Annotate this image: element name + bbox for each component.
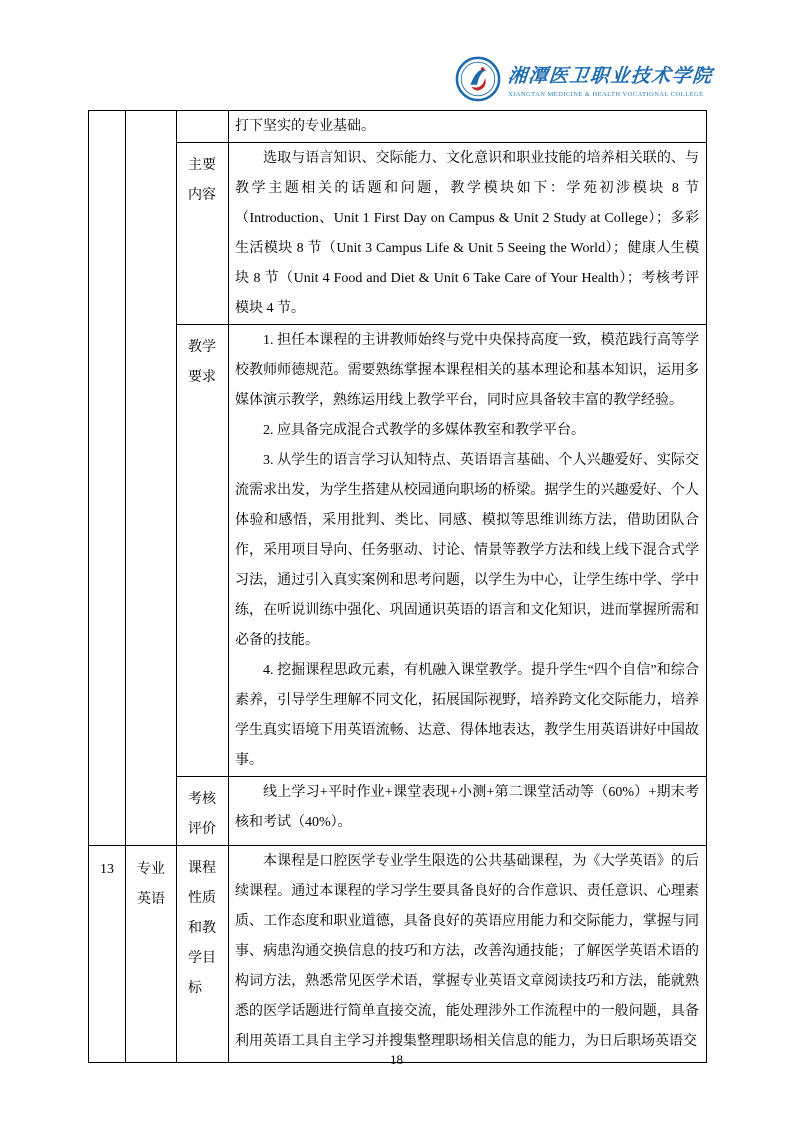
assessment-text: 线上学习+平时作业+课堂表现+小测+第二课堂活动等（60%）+期末考核和考试（40%）。: [235, 785, 699, 830]
course-table: [88, 110, 707, 1063]
college-name-block: [508, 61, 713, 98]
teaching-requirement-paragraph: 2. 应具备完成混合式教学的多媒体教室和教学平台。: [263, 423, 585, 438]
teaching-requirement-paragraph: 3. 从学生的语言学习认知特点、英语语言基础、个人兴趣爱好、实际交流需求出发，为学生搭建从校园通向职场的桥梁。据学生的兴趣爱好、个人体验和感悟，采用批判、类比、同感、模拟等思维训练方法，借助团队合作，采用项目导向、任务驱动、讨论、情景等教学方法和线上线下混合式学习法，通过引入真实案例和思考问题，以学生为中心，让学生练中学、学中练，在听说训练中强化、巩固通识英语的语言和文化知识，进而掌握所需和必备的技能。: [235, 453, 699, 648]
course-number: 13: [89, 846, 126, 1063]
course-name-cell-empty: [126, 111, 177, 846]
college-name-en: XIANGTAN MEDICINE & HEALTH VOCATIONAL COLLEGE: [507, 90, 704, 98]
teaching-requirements-cell: [229, 325, 707, 777]
course-number-cell-empty: [89, 111, 126, 846]
teaching-requirement-paragraph: 1. 担任本课程的主讲教师始终与党中央保持高度一致，模范践行高等学校教师师德规范。需要熟练掌握本课程相关的基本理论和基本知识，运用多媒体演示教学，熟练运用线上教学平台，同时应具备较丰富的教学经验。: [235, 333, 699, 408]
table-row-13: [89, 846, 707, 1063]
table-row-assessment: [89, 777, 707, 846]
main-content-cell: [229, 143, 707, 325]
label-teaching-requirements: 教学要求: [177, 325, 229, 777]
college-emblem-icon: [455, 56, 501, 102]
label-course-nature: 课程性质和教学目标: [177, 846, 229, 1063]
table-row-teaching-requirements: [89, 325, 707, 777]
table-row-main-content: [89, 143, 707, 325]
assessment-cell: [229, 777, 707, 846]
label-assessment: 考核评价: [177, 777, 229, 846]
carryover-content-cell: [229, 111, 707, 143]
course-nature-text: 本课程是口腔医学专业学生限选的公共基础课程，为《大学英语》的后续课程。通过本课程的学习学生要具备良好的合作意识、责任意识、心理素质、工作态度和职业道德，具备良好的英语应用能力和交际能力，掌握与同事、病患沟通交换信息的技巧和方法，改善沟通技能；了解医学英语术语的构词方法，熟悉常见医学术语，掌握专业英语文章阅读技巧和方法，能就熟悉的医学话题进行简单直接交流，能处理涉外工作流程中的一般问题，具备利用英语工具自主学习并搜集整理职场相关信息的能力，为日后职场英语交: [235, 854, 699, 1049]
label-cell-empty: [177, 111, 229, 143]
college-name-cn: 湘潭医卫职业技术学院: [506, 65, 714, 87]
carryover-text: 打下坚实的专业基础。: [235, 119, 375, 134]
teaching-requirement-paragraph: 4. 挖掘课程思政元素，有机融入课堂教学。提升学生“四个自信”和综合素养，引导学生理解不同文化，拓展国际视野，培养跨文化交际能力，培养学生真实语境下用英语流畅、达意、得体地表达，教学生用英语讲好中国故事。: [235, 663, 699, 768]
main-content-text: 选取与语言知识、交际能力、文化意识和职业技能的培养相关联的、与教学主题相关的话题和问题，教学模块如下：学苑初涉模块 8 节（Introduction、Unit 1 First Day on Campus & Unit 2 Study at College）；多彩生活模块 8 节（Unit 3 Campus Life & Unit 5 Seeing the World）；健康人生模块 8 节（Unit 4 Food and Diet & Unit 6 Take Care of Your Health）；考核考评模块 4 节。: [235, 151, 699, 316]
label-main-content: 主要内容: [177, 143, 229, 325]
page-number: 18: [390, 1052, 403, 1067]
college-logo: [455, 56, 713, 102]
course-name: 专业英语: [126, 846, 177, 1063]
course-nature-cell: [229, 846, 707, 1063]
table-row-carryover: [89, 111, 707, 143]
